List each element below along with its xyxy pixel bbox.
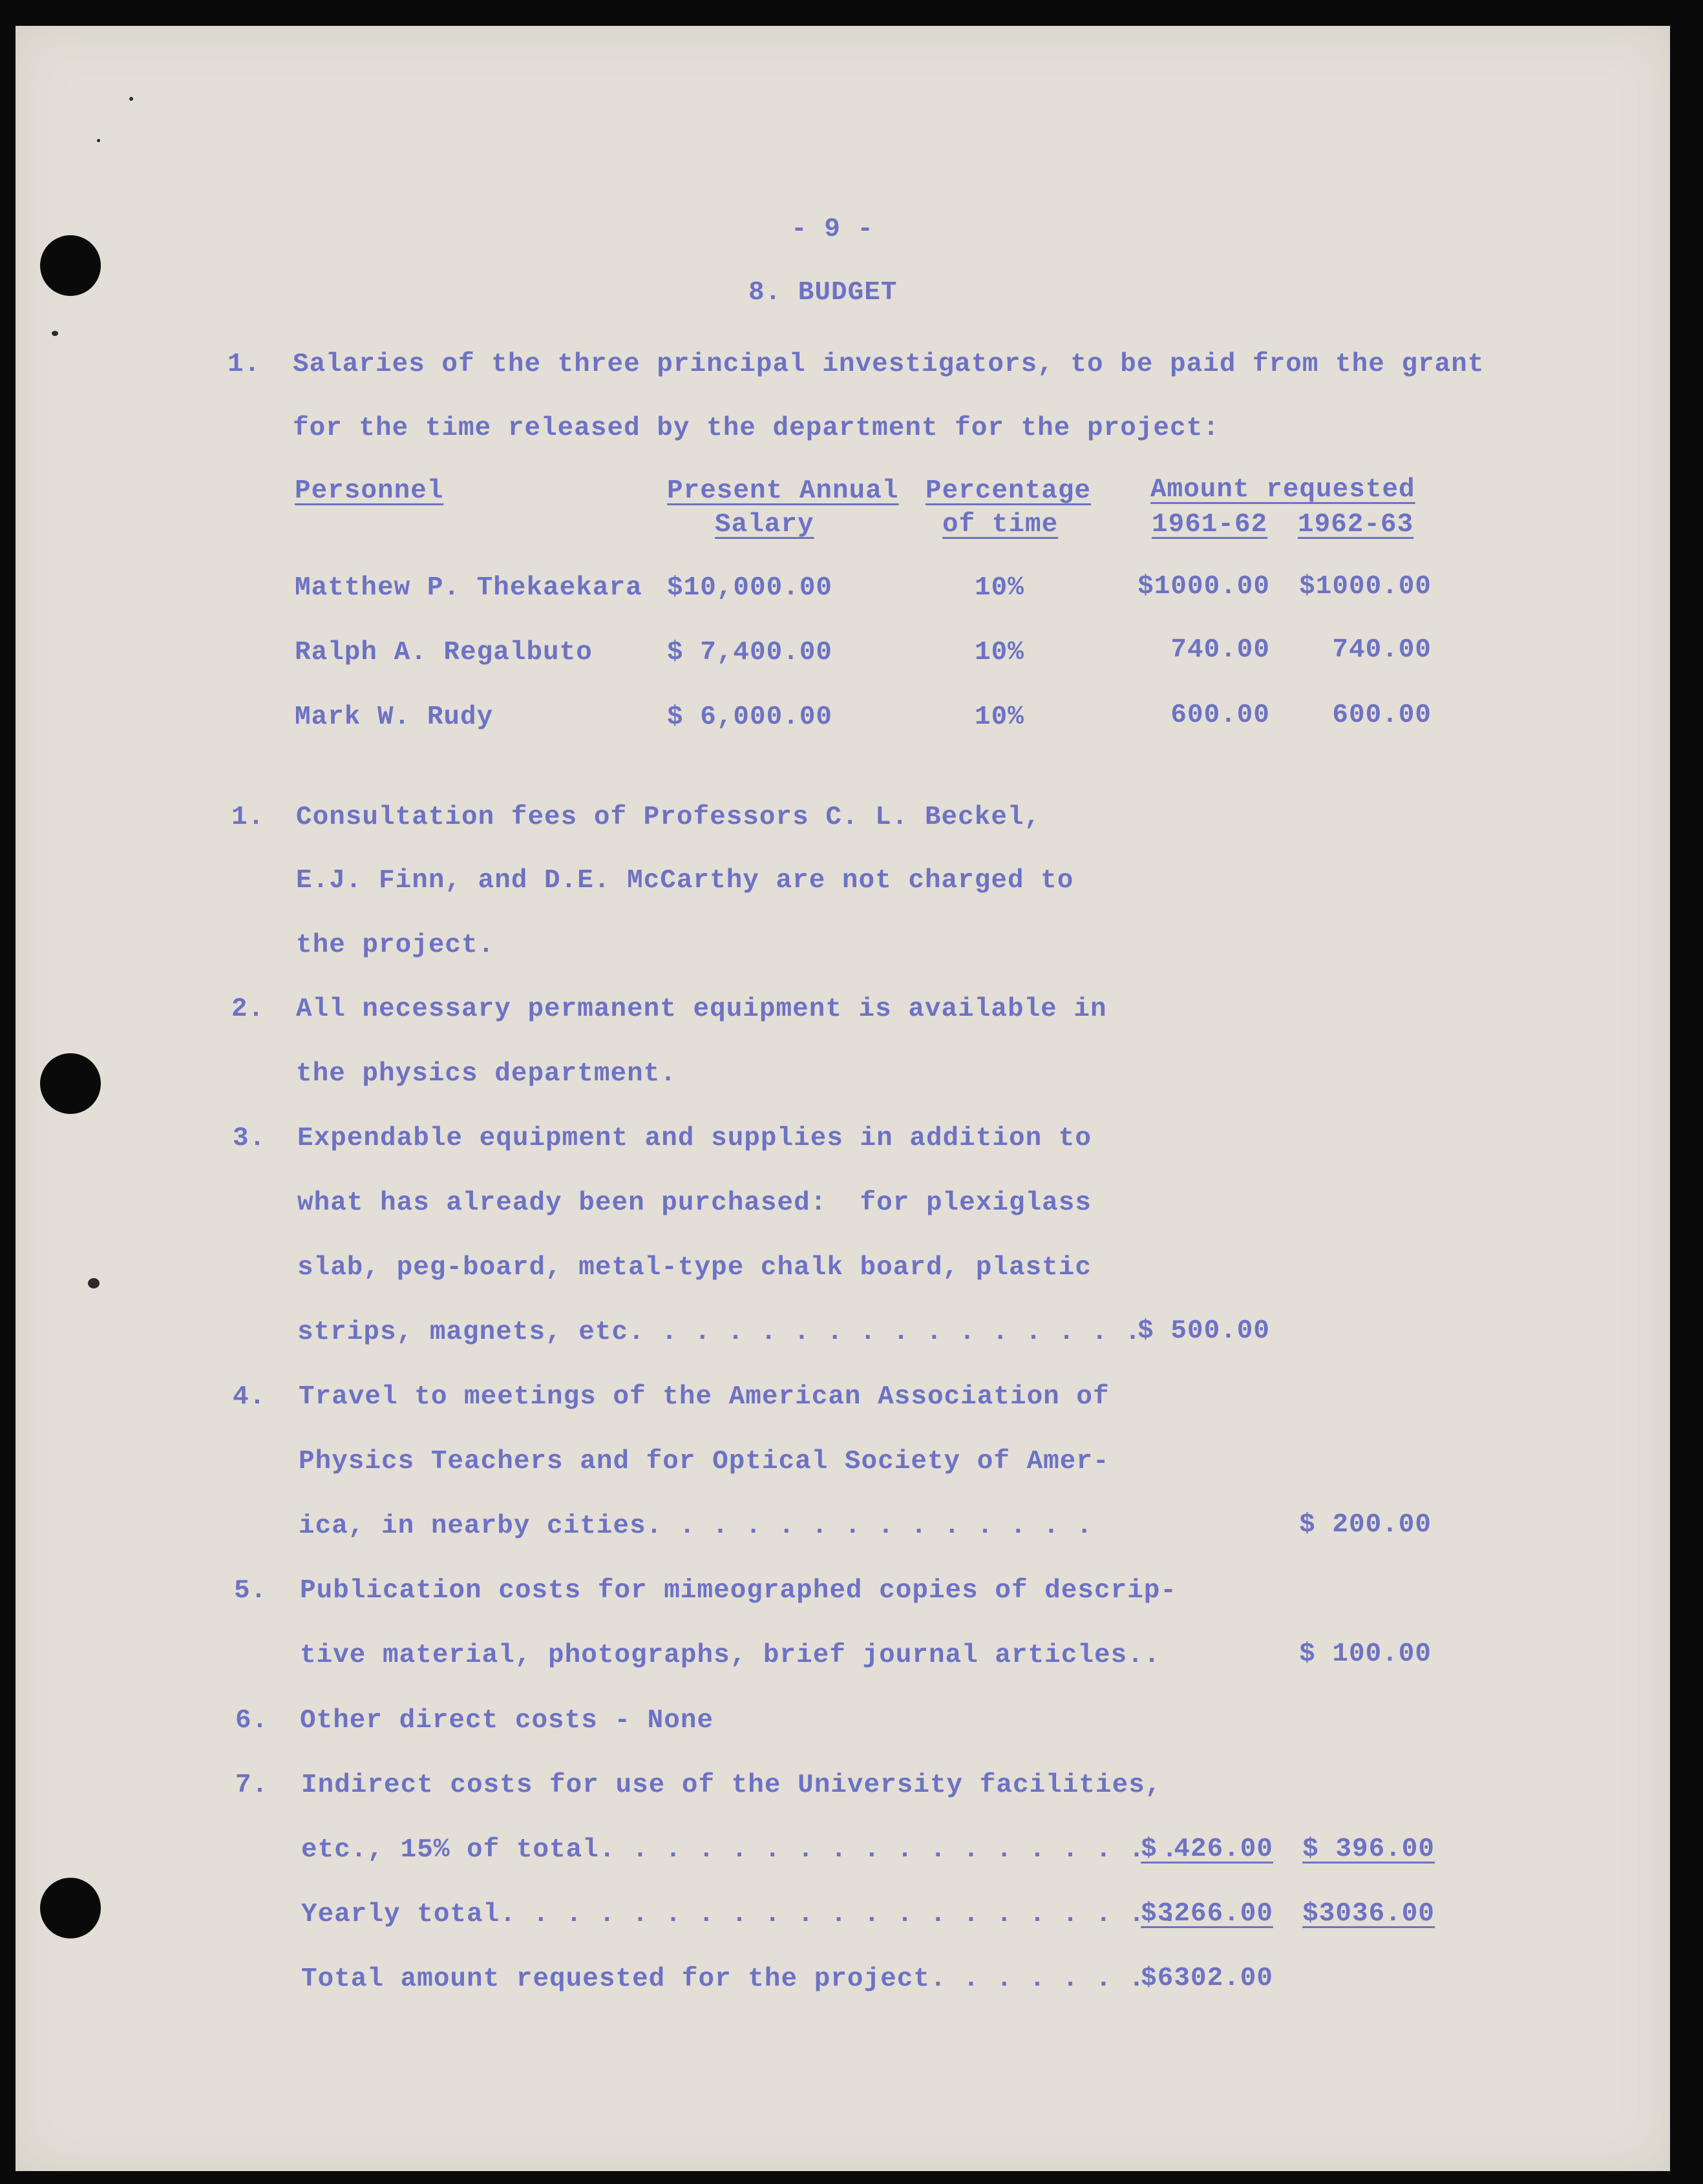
- item-text-line: the project.: [296, 930, 495, 960]
- item-text-line: Expendable equipment and supplies in addition to: [297, 1124, 1092, 1153]
- yearly-total-1961: $3266.00: [1141, 1899, 1273, 1929]
- item-text-line: slab, peg-board, metal-type chalk board, plastic: [297, 1253, 1092, 1283]
- item-amount: $ 500.00: [1137, 1316, 1270, 1346]
- item-amount: $ 396.00: [1302, 1834, 1435, 1864]
- personnel-name: Mark W. Rudy: [295, 702, 494, 732]
- item-number: 4.: [233, 1382, 266, 1412]
- grand-total-label: Total amount requested for the project. . . . . . .: [301, 1964, 1145, 1994]
- item-text-line: Physics Teachers and for Optical Society of Amer-: [299, 1447, 1110, 1476]
- yearly-total-label: Yearly total. . . . . . . . . . . . . . . . . . . . .: [301, 1900, 1179, 1929]
- percent-value: 10%: [975, 638, 1024, 667]
- table-header-amount: Amount requested: [1150, 475, 1415, 505]
- amount-1962: 600.00: [1332, 700, 1432, 730]
- item-text-line: Other direct costs - None: [300, 1706, 714, 1736]
- punch-hole-bottom: [40, 1878, 101, 1938]
- personnel-name: Ralph A. Regalbuto: [295, 638, 593, 667]
- page-number: - 9 -: [790, 215, 874, 244]
- item-amount: $ 200.00: [1299, 1510, 1432, 1540]
- table-header-percentage: Percentage: [926, 476, 1092, 506]
- item-number: 2.: [231, 994, 265, 1024]
- item-text-line: etc., 15% of total. . . . . . . . . . . . . . . . . .: [301, 1835, 1179, 1865]
- punch-hole-top: [40, 235, 101, 296]
- item-text-line: Indirect costs for use of the University facilities,: [301, 1770, 1162, 1800]
- page-heading: 8. BUDGET: [748, 278, 898, 308]
- item-text-line: All necessary permanent equipment is available in: [296, 994, 1107, 1024]
- table-header-salary: Present Annual: [667, 476, 899, 506]
- item-text-line: ica, in nearby cities. . . . . . . . . . . . . .: [299, 1511, 1093, 1541]
- item-number: 6.: [235, 1706, 269, 1736]
- amount-1961: 740.00: [1170, 635, 1270, 665]
- item-text-line: what has already been purchased: for plexiglass: [297, 1188, 1092, 1218]
- item-amount: $ 426.00: [1141, 1834, 1273, 1864]
- section-text-line: Salaries of the three principal investigators, to be paid from the grant: [293, 350, 1485, 379]
- amount-1962: $1000.00: [1299, 572, 1432, 602]
- table-header-percentage: of time: [942, 510, 1059, 540]
- table-header-year: 1961-62: [1152, 510, 1268, 540]
- item-number: 1.: [231, 803, 265, 832]
- item-number: 3.: [233, 1124, 266, 1153]
- item-number: 5.: [234, 1576, 268, 1606]
- percent-value: 10%: [975, 573, 1024, 603]
- amount-1962: 740.00: [1332, 635, 1432, 665]
- grand-total-amount: $6302.00: [1141, 1964, 1273, 1993]
- section-number: 1.: [227, 350, 261, 379]
- table-header-personnel: Personnel: [295, 476, 444, 506]
- yearly-total-1962: $3036.00: [1302, 1899, 1435, 1929]
- section-text-line: for the time released by the department for the project:: [293, 414, 1220, 443]
- amount-1961: $1000.00: [1137, 572, 1270, 602]
- paper-speck: [52, 331, 58, 336]
- item-text-line: the physics department.: [296, 1059, 677, 1089]
- item-text-line: Travel to meetings of the American Association of: [299, 1382, 1110, 1412]
- item-amount: $ 100.00: [1299, 1639, 1432, 1669]
- salary-value: $ 7,400.00: [667, 638, 833, 667]
- item-text-line: E.J. Finn, and D.E. McCarthy are not charged to: [296, 866, 1074, 896]
- paper-speck: [88, 1278, 100, 1288]
- item-text-line: Consultation fees of Professors C. L. Beckel,: [296, 803, 1041, 832]
- item-number: 7.: [235, 1770, 269, 1800]
- percent-value: 10%: [975, 702, 1024, 732]
- amount-1961: 600.00: [1170, 700, 1270, 730]
- paper-speck: [97, 139, 100, 142]
- paper-speck: [129, 97, 133, 101]
- item-text-line: tive material, photographs, brief journal articles..: [300, 1641, 1161, 1670]
- item-text-line: Publication costs for mimeographed copies of descrip-: [300, 1576, 1178, 1606]
- table-header-year: 1962-63: [1298, 510, 1414, 540]
- table-header-salary: Salary: [715, 510, 814, 540]
- salary-value: $ 6,000.00: [667, 702, 833, 732]
- salary-value: $10,000.00: [667, 573, 833, 603]
- item-text-line: strips, magnets, etc. . . . . . . . . . . . . . . .: [297, 1318, 1141, 1347]
- punch-hole-middle: [40, 1053, 101, 1114]
- personnel-name: Matthew P. Thekaekara: [295, 573, 642, 603]
